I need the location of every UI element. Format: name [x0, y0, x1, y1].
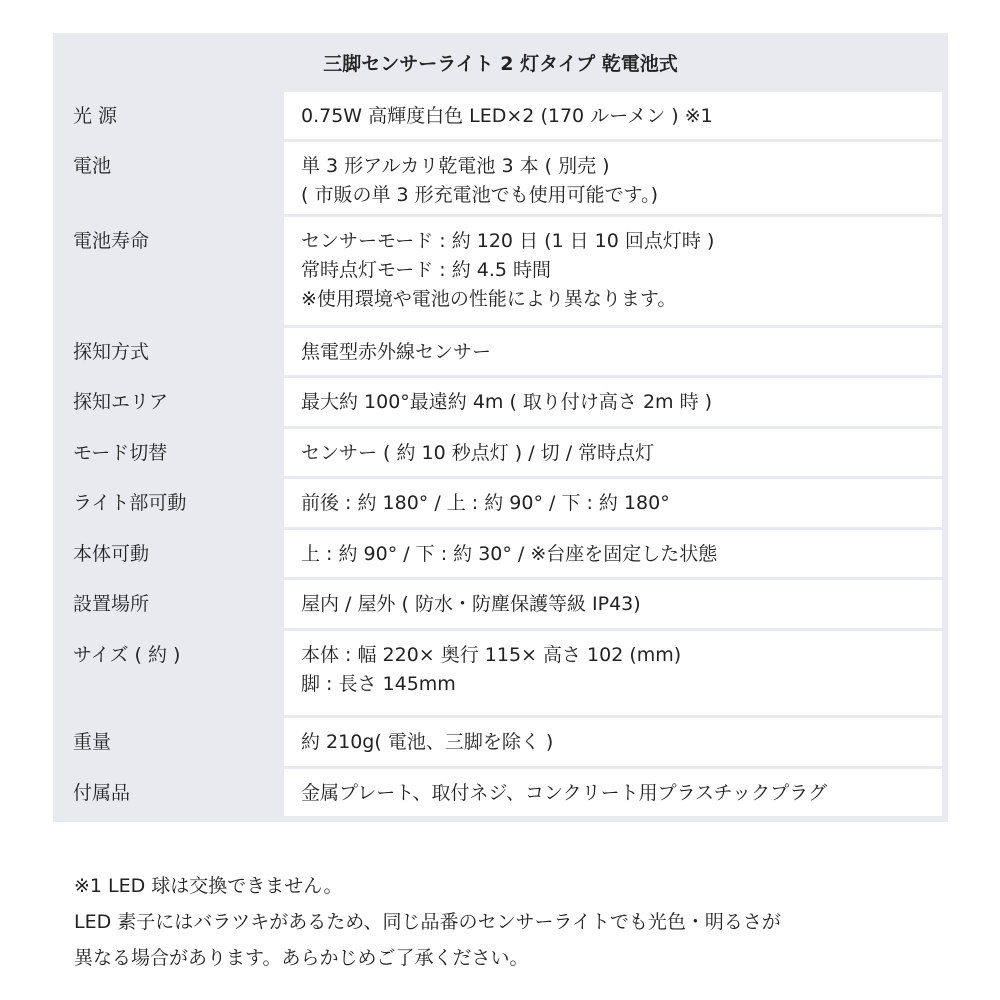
table-title: 三脚センサーライト 2 灯タイプ 乾電池式 — [323, 53, 678, 75]
spec-value-line: ( 市販の単 3 形充電池でも使用可能です。) — [301, 184, 659, 206]
spec-label: サイズ ( 約 ) — [73, 644, 181, 666]
spec-row — [59, 580, 942, 628]
note-line: 異なる場合があります。あらかじめご了承ください。 — [74, 947, 529, 969]
spec-value — [284, 718, 942, 766]
spec-row — [59, 479, 942, 527]
spec-label: 電池寿命 — [73, 230, 150, 252]
spec-value-line: 0.75W 高輝度白色 LED×2 (170 ルーメン ) ※1 — [301, 105, 713, 127]
spec-value — [284, 378, 942, 426]
spec-label: 重量 — [73, 731, 112, 753]
spec-label: 探知エリア — [73, 391, 169, 413]
spec-value-line: 単 3 形アルカリ乾電池 3 本 ( 別売 ) — [301, 155, 610, 177]
spec-value — [284, 328, 942, 375]
spec-value — [284, 580, 942, 628]
spec-label: ライト部可動 — [73, 492, 187, 514]
spec-row — [59, 530, 942, 577]
spec-value — [284, 769, 942, 816]
spec-row — [59, 718, 942, 766]
spec-label: 付属品 — [73, 782, 131, 804]
spec-value-line: 金属プレート、取付ネジ、コンクリート用プラスチックプラグ — [301, 782, 828, 804]
spec-label: 本体可動 — [73, 543, 150, 565]
spec-value-line: 約 210g( 電池、三脚を除く ) — [301, 731, 554, 753]
spec-label: 探知方式 — [73, 341, 150, 363]
spec-table — [53, 33, 948, 822]
spec-value — [284, 92, 942, 139]
spec-value-line: 前後 : 約 180° / 上 : 約 90° / 下 : 約 180° — [301, 492, 670, 514]
spec-value-line: センサーモード : 約 120 日 (1 日 10 回点灯時 ) — [301, 230, 715, 252]
spec-label: 設置場所 — [73, 593, 150, 615]
spec-label: 光 源 — [73, 105, 118, 127]
note-line: ※1 LED 球は交換できません。 — [74, 875, 343, 897]
spec-value-line: 最大約 100°最遠約 4m ( 取り付け高さ 2m 時 ) — [301, 391, 713, 413]
note-line: LED 素子にはバラツキがあるため、同じ品番のセンサーライトでも光色・明るさが — [74, 911, 781, 933]
spec-value-line: ※使用環境や電池の性能により異なります。 — [301, 288, 677, 310]
spec-rows — [59, 92, 942, 816]
spec-label: 電池 — [73, 155, 112, 177]
spec-value-line: センサー ( 約 10 秒点灯 ) / 切 / 常時点灯 — [301, 442, 655, 464]
spec-value — [284, 631, 942, 715]
spec-row — [59, 328, 942, 375]
spec-row — [59, 378, 942, 426]
spec-label: モード切替 — [73, 442, 168, 464]
spec-row — [59, 769, 942, 816]
spec-value — [284, 142, 942, 214]
spec-value-line: 上 : 約 90° / 下 : 約 30° / ※台座を固定した状態 — [301, 543, 718, 565]
spec-value — [284, 217, 942, 325]
spec-row — [59, 92, 942, 139]
spec-row — [59, 142, 942, 214]
notes — [74, 868, 781, 976]
spec-value-line: 本体 : 幅 220× 奥行 115× 高さ 102 (mm) — [301, 644, 682, 666]
spec-value-line: 焦電型赤外線センサー — [301, 341, 492, 363]
spec-row — [59, 217, 942, 325]
spec-row — [59, 631, 942, 715]
spec-value-line: 常時点灯モード : 約 4.5 時間 — [301, 259, 552, 281]
spec-row — [59, 429, 942, 476]
spec-value — [284, 429, 942, 476]
spec-value — [284, 530, 942, 577]
spec-value-line: 脚 : 長さ 145mm — [301, 673, 456, 695]
spec-value-line: 屋内 / 屋外 ( 防水・防塵保護等級 IP43) — [301, 593, 641, 615]
spec-value — [284, 479, 942, 527]
